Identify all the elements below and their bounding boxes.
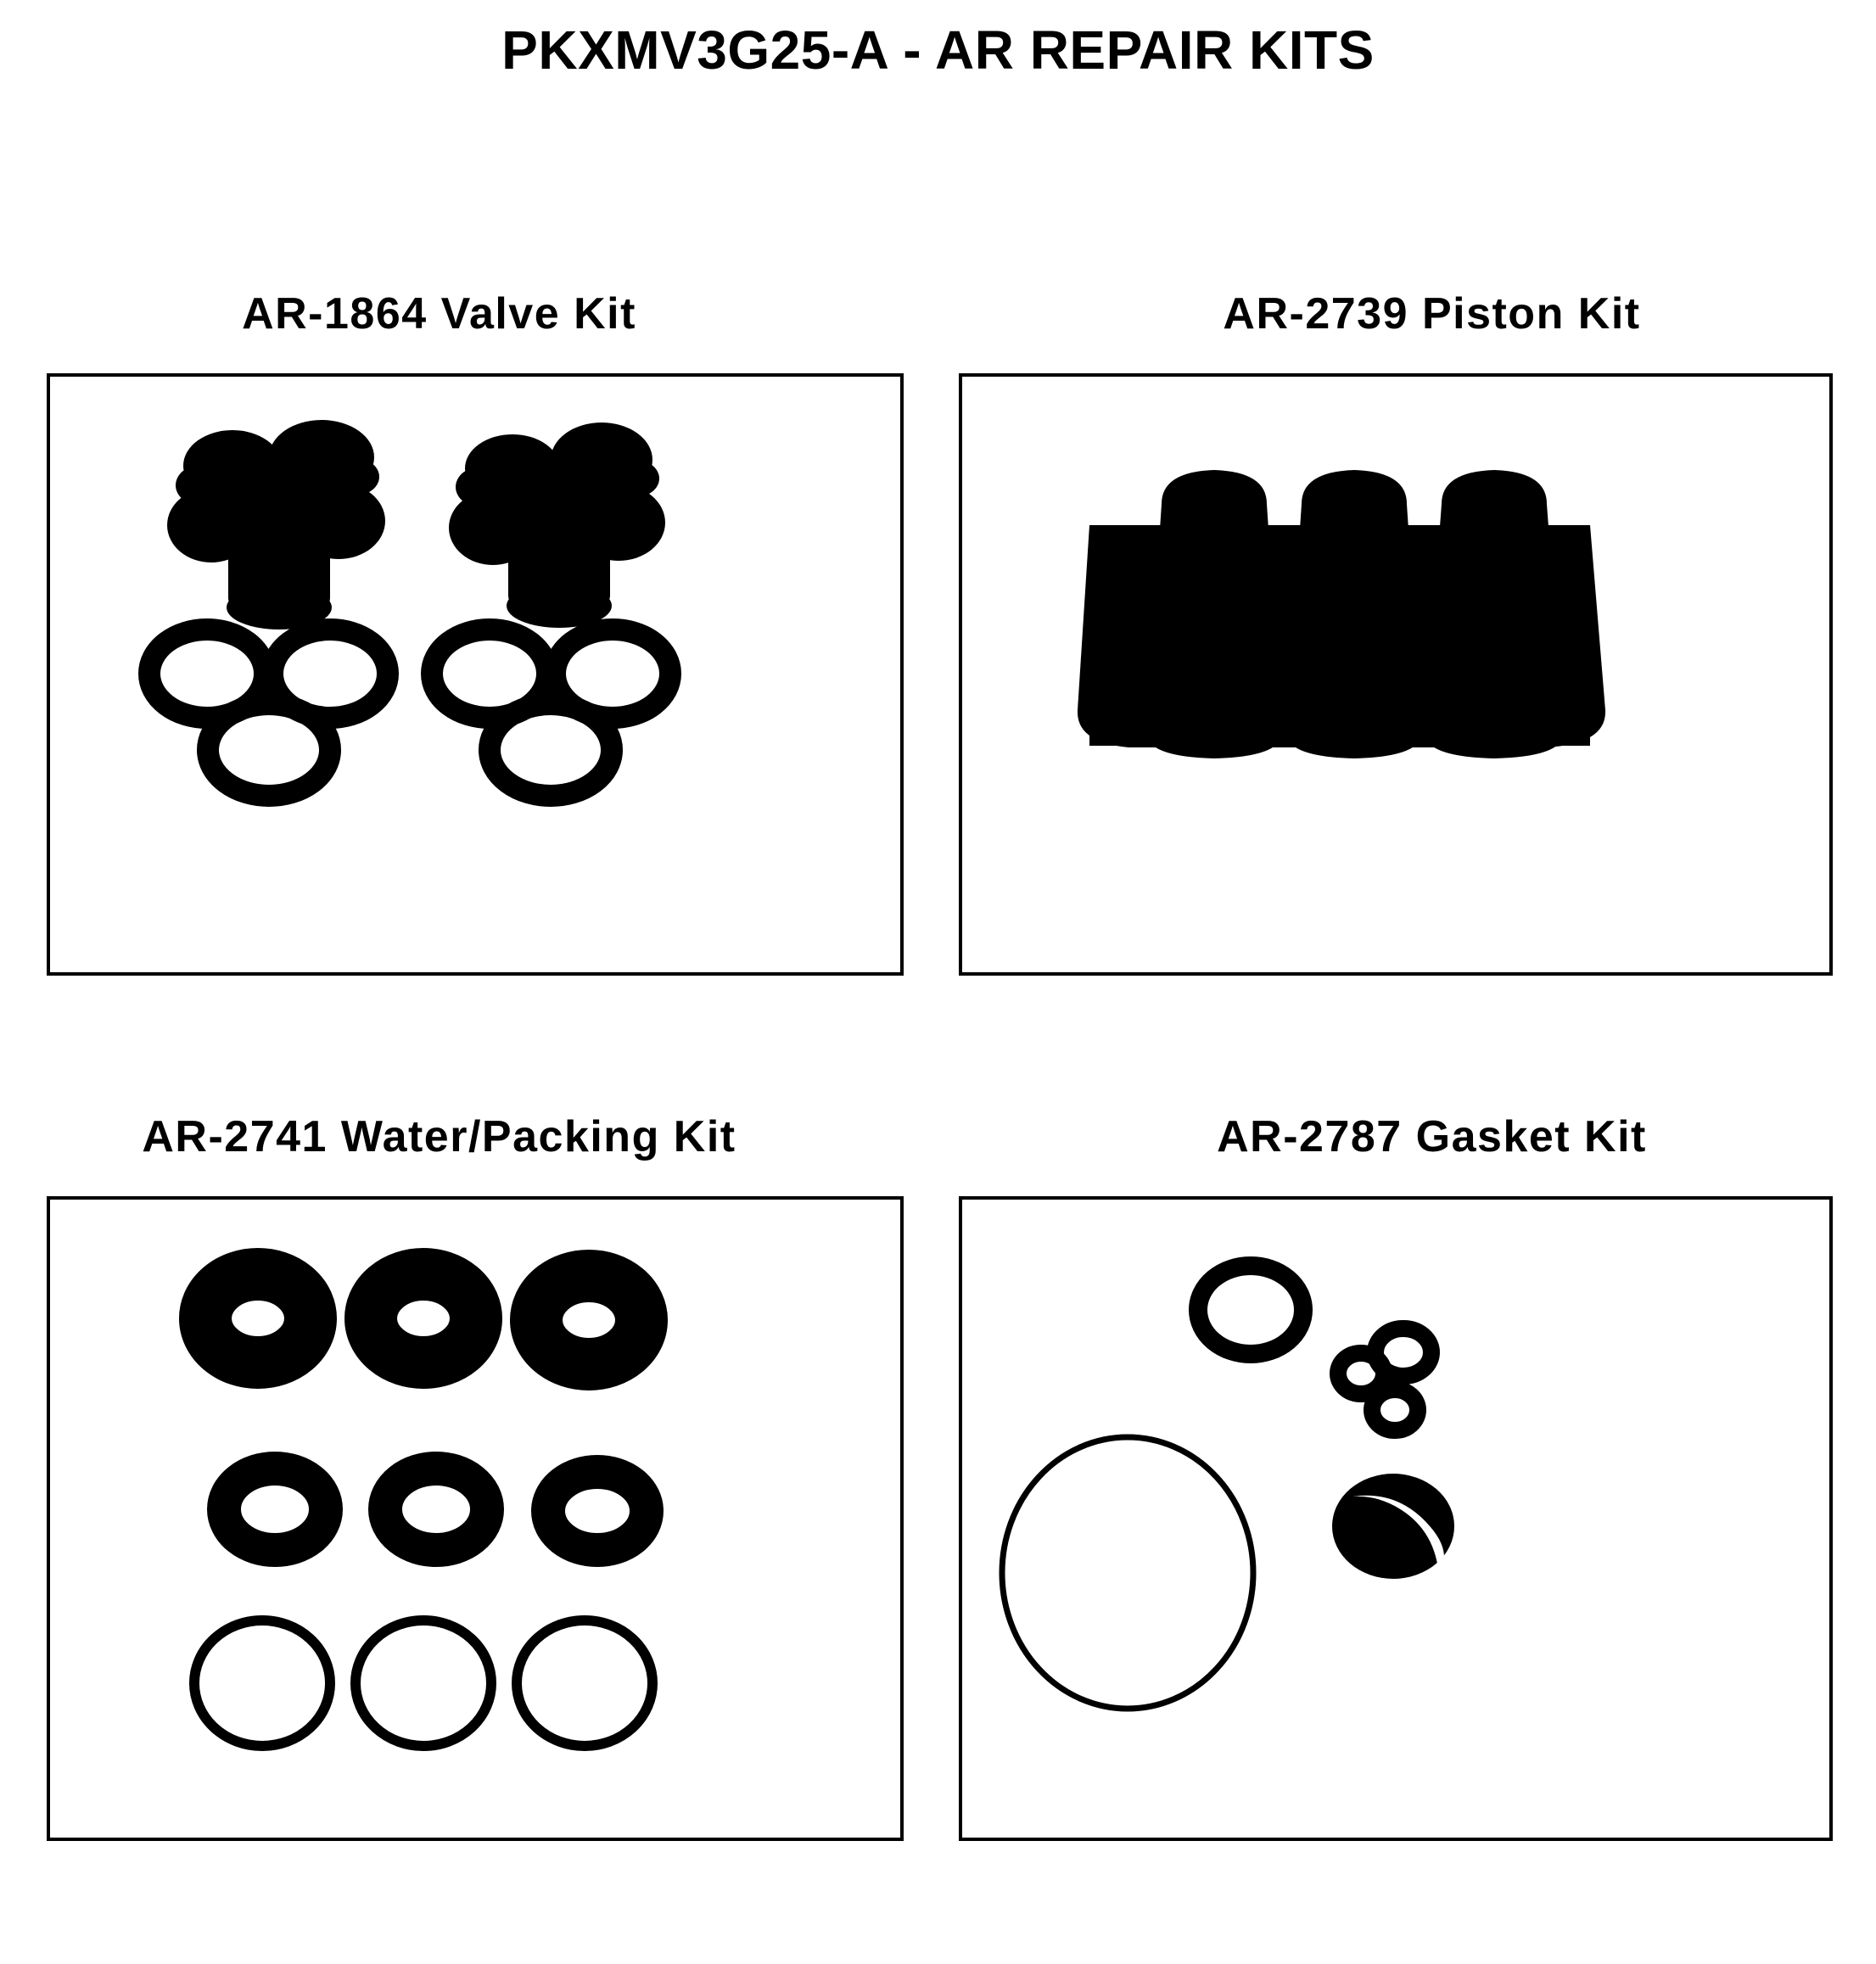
kit-title-ar-2741: AR-2741 Water/Packing Kit <box>142 1112 736 1161</box>
kit-cell-ar-2739 <box>938 288 1875 976</box>
kit-cell-ar-2787 <box>938 1111 1875 1841</box>
gasket-kit-photo <box>962 1200 1828 1836</box>
kit-row-bottom <box>0 1111 1876 1841</box>
water-packing-kit-photo <box>50 1200 899 1836</box>
row-spacer <box>0 976 1876 1111</box>
page-title: PKXMV3G25-A - AR REPAIR KITS <box>501 20 1375 81</box>
kit-image-ar-1864 <box>47 373 904 976</box>
kit-title-ar-2787: AR-2787 Gasket Kit <box>1217 1112 1647 1161</box>
kit-cell-ar-1864 <box>0 288 938 976</box>
kit-image-ar-2787 <box>959 1196 1833 1841</box>
kit-grid <box>0 288 1876 1841</box>
kit-image-ar-2739 <box>959 373 1833 976</box>
kit-title-ar-1864: AR-1864 Valve Kit <box>242 289 636 339</box>
kit-title-ar-2739: AR-2739 Piston Kit <box>1223 289 1641 339</box>
kit-cell-ar-2741 <box>0 1111 938 1841</box>
piston-kit-photo <box>962 377 1828 971</box>
valve-kit-photo <box>50 377 899 971</box>
kit-row-top <box>0 288 1876 976</box>
kit-image-ar-2741 <box>47 1196 904 1841</box>
